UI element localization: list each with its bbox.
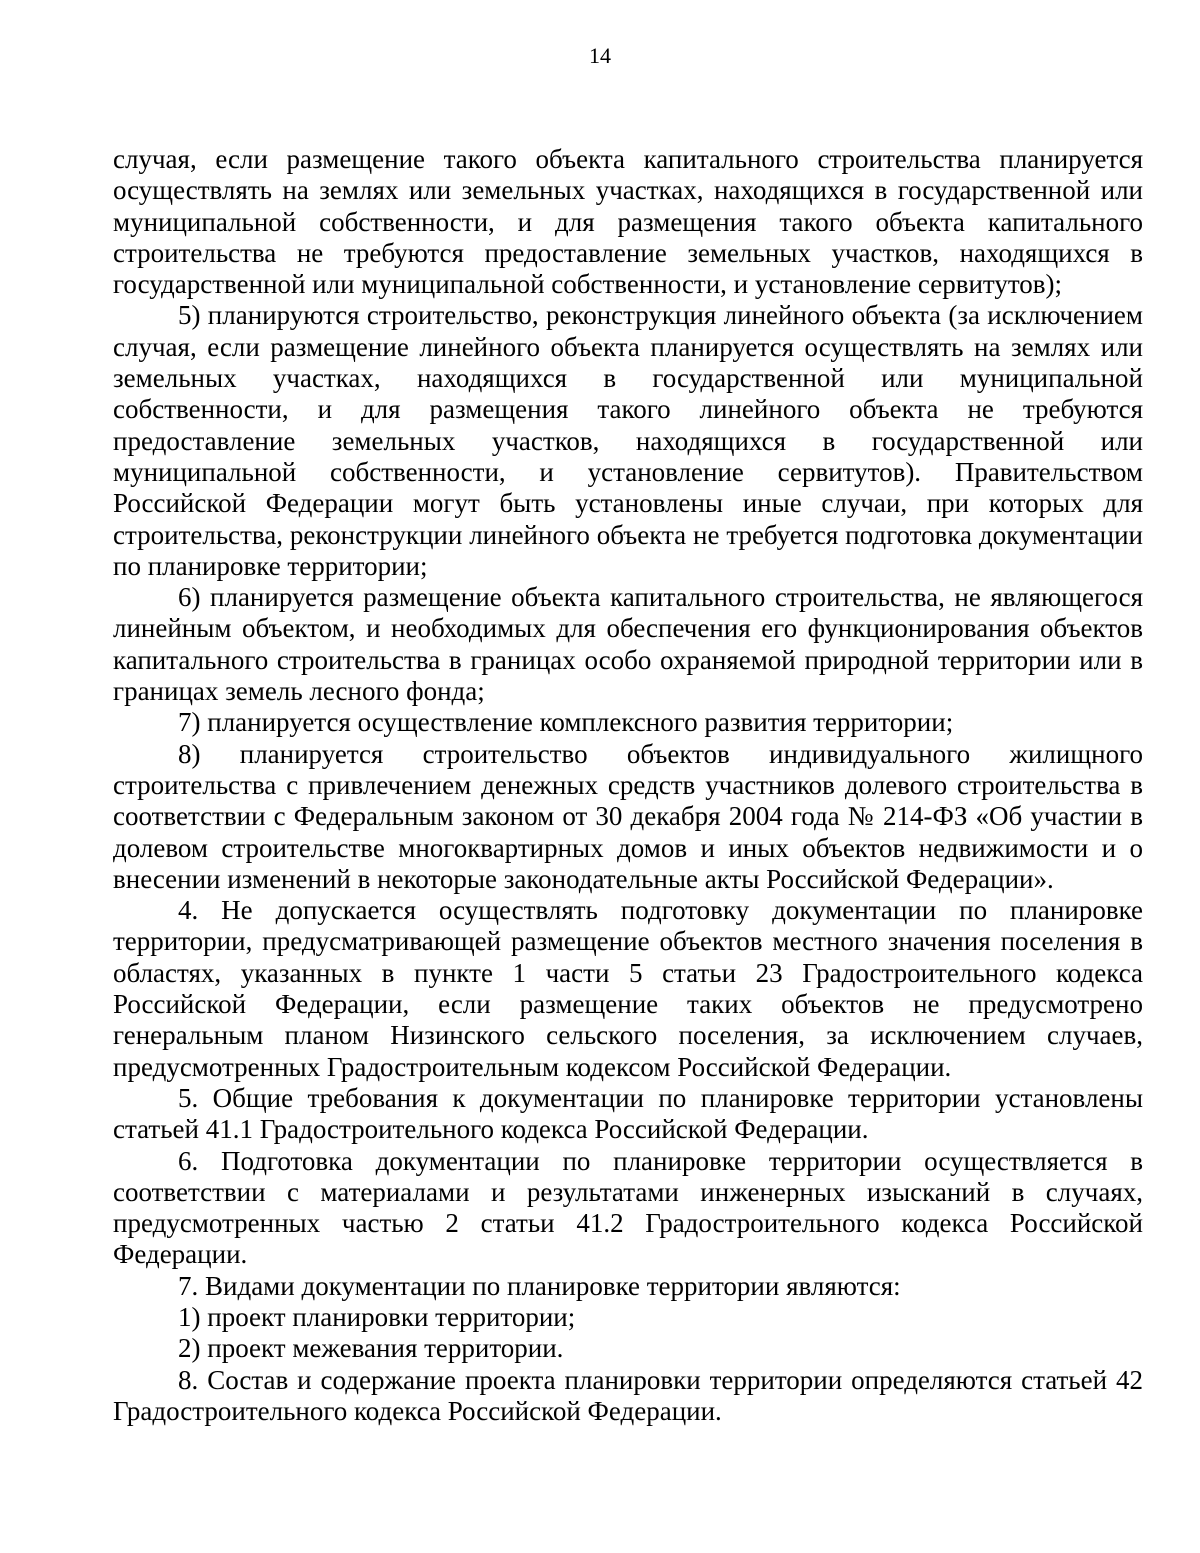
list-item-surveying-project: 2) проект межевания территории.: [178, 1333, 564, 1364]
paragraph-item-6: 6) планируется размещение объекта капитального строительства, не являющегося линейным объектом, и необходимых для обеспечения его функционирования объектов капитального строительства в границах особо охраняемой природной территории или в границах земель лесного фонда;: [113, 582, 1143, 707]
paragraph-section-7: 7. Видами документации по планировке территории являются:: [178, 1270, 901, 1301]
paragraph-section-8: 8. Состав и содержание проекта планировки территории определяются статьей 42 Градостроительного кодекса Российской Федерации.: [113, 1364, 1143, 1426]
paragraph-item-5: 5) планируются строительство, реконструкция линейного объекта (за исключением случая, если размещение линейного объекта планируется осуществлять на землях или земельных участках, находящихся в государственной или муниципальной собственности, и для размещения такого линейного объекта не требуются предоставление земельных участков, находящихся в государственной или муниципальной собственности, и установление сервитутов). Правительством Российской Федерации могут быть установлены иные случаи, при которых для строительства, реконструкции линейного объекта не требуется подготовка документации по планировке территории;: [113, 300, 1143, 581]
list-item-planning-project: 1) проект планировки территории;: [178, 1301, 576, 1332]
document-body: [113, 144, 1143, 1427]
paragraph-section-6: 6. Подготовка документации по планировке территории осуществляется в соответствии с материалами и результатами инженерных изысканий в случаях, предусмотренных частью 2 статьи 41.2 Градостроительного кодекса Российской Федерации.: [113, 1145, 1143, 1270]
paragraph-item-7: 7) планируется осуществление комплексного развития территории;: [178, 707, 954, 738]
paragraph-section-4: 4. Не допускается осуществлять подготовку документации по планировке территории, предусматривающей размещение объектов местного значения поселения в областях, указанных в пункте 1 части 5 статьи 23 Градостроительного кодекса Российской Федерации, если размещение таких объектов не предусмотрено генеральным планом Низинского сельского поселения, за исключением случаев, предусмотренных Градостроительным кодексом Российской Федерации.: [113, 895, 1143, 1082]
page-number: 14: [589, 43, 611, 68]
paragraph-item-8: 8) планируется строительство объектов индивидуального жилищного строительства с привлечением денежных средств участников долевого строительства в соответствии с Федеральным законом от 30 декабря 2004 года № 214-ФЗ «Об участии в долевом строительстве многоквартирных домов и иных объектов недвижимости и о внесении изменений в некоторые законодательные акты Российской Федерации».: [113, 738, 1143, 894]
paragraph-section-5: 5. Общие требования к документации по планировке территории установлены статьей 41.1 Градостроительного кодекса Российской Федерации.: [113, 1082, 1143, 1145]
paragraph-continuation: случая, если размещение такого объекта капитального строительства планируется осуществлять на землях или земельных участках, находящихся в государственной или муниципальной собственности, и для размещения такого объекта капитального строительства не требуются предоставление земельных участков, находящихся в государственной или муниципальной собственности, и установление сервитутов);: [113, 144, 1143, 300]
